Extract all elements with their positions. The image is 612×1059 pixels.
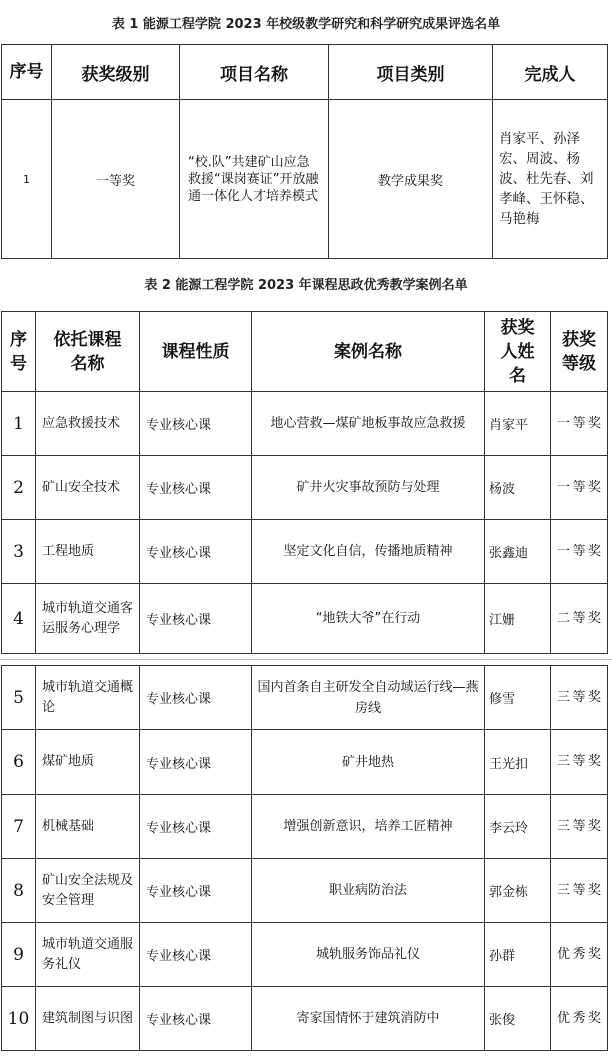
table1-header-row bbox=[2, 45, 608, 100]
cell-course-name: 城市轨道交通服务礼仪 bbox=[36, 923, 140, 987]
cell-seq: 8 bbox=[2, 859, 36, 923]
header-course-nature: 课程性质 bbox=[140, 312, 252, 392]
cell-course-name: 应急救援技术 bbox=[36, 392, 140, 456]
cell-award-grade: 三等奖 bbox=[551, 666, 608, 730]
cell-course-name: 煤矿地质 bbox=[36, 730, 140, 795]
cell-seq: 2 bbox=[2, 456, 36, 520]
cell-seq: 5 bbox=[2, 666, 36, 730]
cell-award-grade: 三等奖 bbox=[551, 730, 608, 795]
cell-winner-name: 张鑫迪 bbox=[485, 520, 551, 584]
cell-winner-name: 王光扣 bbox=[485, 730, 551, 795]
cell-award-grade: 一等奖 bbox=[551, 392, 608, 456]
cell-course-nature: 专业核心课 bbox=[140, 666, 252, 730]
cell-seq: 1 bbox=[2, 392, 36, 456]
cell-course-nature: 专业核心课 bbox=[140, 456, 252, 520]
cell-seq: 10 bbox=[2, 987, 36, 1051]
cell-course-name: 建筑制图与识图 bbox=[36, 987, 140, 1051]
cell-course-name: 城市轨道交通概论 bbox=[36, 666, 140, 730]
cell-winner-name: 肖家平 bbox=[485, 392, 551, 456]
table-row bbox=[2, 730, 608, 795]
header-seq: 序号 bbox=[2, 312, 36, 392]
cell-case-name: 矿井地热 bbox=[252, 730, 485, 795]
page-break-line bbox=[0, 659, 612, 660]
cell-award-grade: 优秀奖 bbox=[551, 923, 608, 987]
cell-course-nature: 专业核心课 bbox=[140, 795, 252, 859]
header-course-name: 依托课程名称 bbox=[36, 312, 140, 392]
cell-course-nature: 专业核心课 bbox=[140, 730, 252, 795]
table2-header-row bbox=[2, 312, 608, 392]
cell-award-grade: 三等奖 bbox=[551, 859, 608, 923]
header-award-grade: 获奖等级 bbox=[551, 312, 608, 392]
header-case-name: 案例名称 bbox=[252, 312, 485, 392]
cell-winner-name: 李云玲 bbox=[485, 795, 551, 859]
header-project-name: 项目名称 bbox=[180, 45, 329, 100]
cell-case-name: 城轨服务饰品礼仪 bbox=[252, 923, 485, 987]
cell-winner-name: 孙群 bbox=[485, 923, 551, 987]
table1-caption: 表 1 能源工程学院 2023 年校级教学研究和科学研究成果评选名单 bbox=[111, 17, 501, 32]
cell-case-name: 增强创新意识，培养工匠精神 bbox=[252, 795, 485, 859]
table2-part1 bbox=[1, 311, 608, 654]
cell-course-nature: 专业核心课 bbox=[140, 520, 252, 584]
cell-winner-name: 杨波 bbox=[485, 456, 551, 520]
cell-case-name: 国内首条自主研发全自动域运行线—燕房线 bbox=[252, 666, 485, 730]
header-winner-name: 获奖人姓名 bbox=[485, 312, 551, 392]
header-project-category: 项目类别 bbox=[329, 45, 493, 100]
cell-case-name: 矿井火灾事故预防与处理 bbox=[252, 456, 485, 520]
header-seq: 序号 bbox=[2, 45, 52, 100]
cell-course-nature: 专业核心课 bbox=[140, 392, 252, 456]
table-row bbox=[2, 520, 608, 584]
cell-course-name: 工程地质 bbox=[36, 520, 140, 584]
cell-project-category: 教学成果奖 bbox=[329, 100, 493, 259]
table-row bbox=[2, 392, 608, 456]
cell-course-nature: 专业核心课 bbox=[140, 987, 252, 1051]
cell-winner-name: 江姗 bbox=[485, 584, 551, 654]
cell-course-nature: 专业核心课 bbox=[140, 584, 252, 654]
cell-seq: 6 bbox=[2, 730, 36, 795]
cell-course-name: 城市轨道交通客运服务心理学 bbox=[36, 584, 140, 654]
cell-award-grade: 三等奖 bbox=[551, 795, 608, 859]
table-row bbox=[2, 859, 608, 923]
cell-seq: 1 bbox=[2, 100, 52, 259]
cell-winner-name: 张俊 bbox=[485, 987, 551, 1051]
cell-case-name: 地心营救—煤矿地板事故应急救援 bbox=[252, 392, 485, 456]
cell-case-name: “地铁大爷”在行动 bbox=[252, 584, 485, 654]
cell-project-name: “校.队”共建矿山应急救援“课岗赛证”开放融通一体化人才培养模式 bbox=[180, 100, 329, 259]
cell-completed-by: 肖家平、孙泽宏、周波、杨波、杜先春、刘孝峰、王怀稳、马艳梅 bbox=[493, 100, 608, 259]
cell-course-nature: 专业核心课 bbox=[140, 859, 252, 923]
cell-award-grade: 一等奖 bbox=[551, 520, 608, 584]
table-row bbox=[2, 584, 608, 654]
table2-part2 bbox=[1, 665, 608, 1051]
cell-case-name: 坚定文化自信，传播地质精神 bbox=[252, 520, 485, 584]
table-row bbox=[2, 100, 608, 259]
cell-case-name: 寄家国情怀于建筑消防中 bbox=[252, 987, 485, 1051]
table1 bbox=[1, 44, 608, 259]
cell-seq: 7 bbox=[2, 795, 36, 859]
cell-winner-name: 修雪 bbox=[485, 666, 551, 730]
cell-seq: 3 bbox=[2, 520, 36, 584]
cell-winner-name: 郭金栋 bbox=[485, 859, 551, 923]
cell-award-level: 一等奖 bbox=[52, 100, 180, 259]
cell-course-name: 矿山安全技术 bbox=[36, 456, 140, 520]
table-row bbox=[2, 666, 608, 730]
cell-seq: 4 bbox=[2, 584, 36, 654]
cell-case-name: 职业病防治法 bbox=[252, 859, 485, 923]
cell-award-grade: 二等奖 bbox=[551, 584, 608, 654]
table-row bbox=[2, 456, 608, 520]
header-completed-by: 完成人 bbox=[493, 45, 608, 100]
cell-course-name: 矿山安全法规及安全管理 bbox=[36, 859, 140, 923]
cell-seq: 9 bbox=[2, 923, 36, 987]
cell-award-grade: 优秀奖 bbox=[551, 987, 608, 1051]
table-row bbox=[2, 923, 608, 987]
header-award-level: 获奖级别 bbox=[52, 45, 180, 100]
cell-award-grade: 一等奖 bbox=[551, 456, 608, 520]
table-row bbox=[2, 987, 608, 1051]
cell-course-name: 机械基础 bbox=[36, 795, 140, 859]
table2-caption: 表 2 能源工程学院 2023 年课程思政优秀教学案例名单 bbox=[144, 278, 468, 293]
cell-course-nature: 专业核心课 bbox=[140, 923, 252, 987]
table-row bbox=[2, 795, 608, 859]
